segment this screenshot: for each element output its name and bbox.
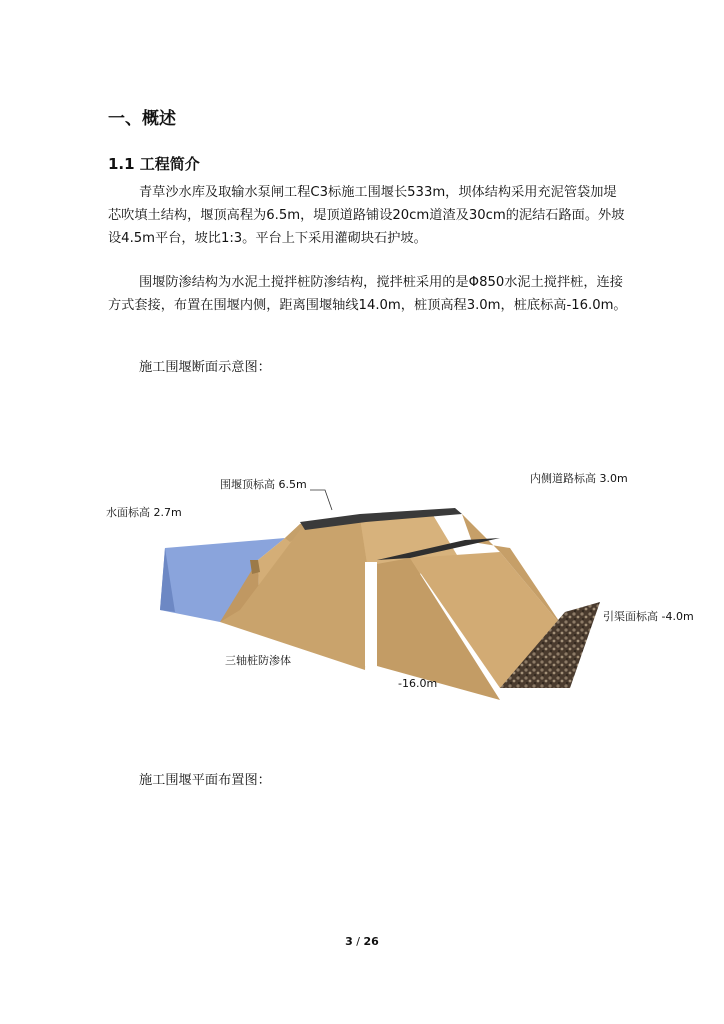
top-elevation-leader: [310, 490, 332, 510]
section-diagram-caption: 施工围堰断面示意图：: [139, 360, 271, 375]
label-pile-bottom: -16.0m: [398, 677, 438, 690]
label-channel-bottom: 引渠面标高 -4.0m: [603, 610, 694, 623]
label-cutoff-wall: 三轴桩防渗体: [225, 654, 291, 667]
label-water-level: 水面标高 2.7m: [106, 506, 182, 519]
page-number: [0, 935, 724, 948]
label-top-elevation: 围堰顶标高 6.5m: [220, 478, 307, 491]
cofferdam-section-diagram: [100, 460, 720, 700]
label-inner-road: 内侧道路标高 3.0m: [530, 472, 628, 485]
page-total: 26: [363, 935, 379, 948]
paragraph-cutoff-structure: 围堰防渗结构为水泥土搅拌桩防渗结构，搅拌桩采用的是Φ850水泥土搅拌桩，连接方式套接，布置在围堰内侧，距离围堰轴线14.0m，桩顶高程3.0m，桩底标高-16.0m。: [108, 275, 627, 313]
page-separator: /: [352, 935, 364, 948]
subsection-heading: 1.1 工程简介: [108, 155, 200, 173]
cutoff-wall: [365, 562, 377, 666]
plan-layout-caption: 施工围堰平面布置图：: [139, 773, 271, 788]
section-heading: 一、概述: [108, 109, 176, 129]
page-current: 3: [345, 935, 353, 948]
paragraph-project-overview: 青草沙水库及取输水泵闸工程C3标施工围堰长533m，坝体结构采用充泥管袋加堤芯吹填土结构，堰顶高程为6.5m，堤顶道路铺设20cm道渣及30cm的泥结石路面。外坡设4.5m平台，坡比1:3。平台上下采用灌砌块石护坡。: [108, 185, 625, 246]
